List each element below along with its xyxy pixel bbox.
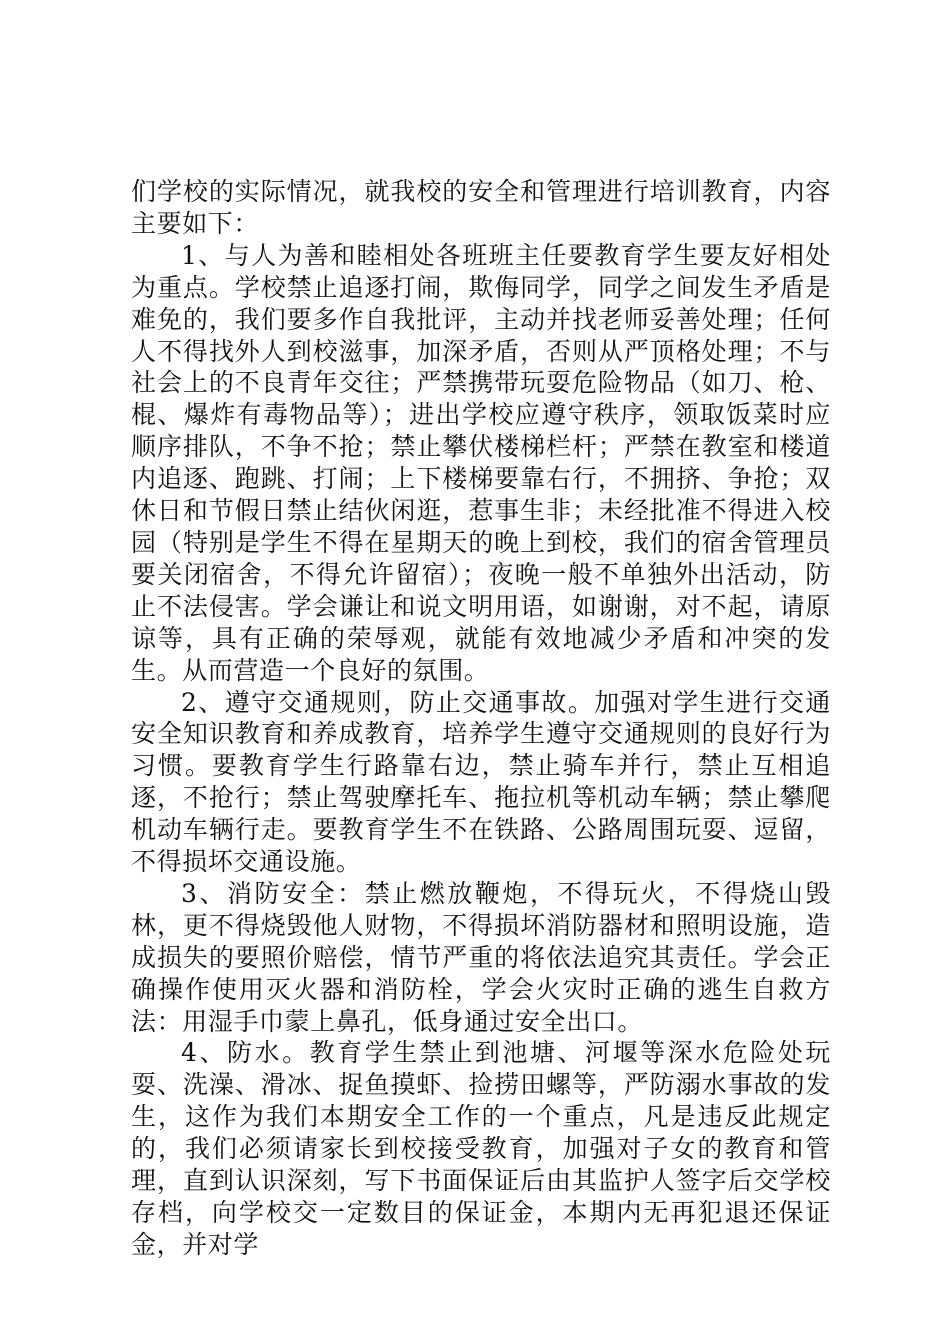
document-body [131, 176, 831, 1261]
paragraph-item-4: 4、防水。教育学生禁止到池塘、河堰等深水危险处玩耍、洗澡、滑冰、捉鱼摸虾、捡捞田螺等，严防溺水事故的发生，这作为我们本期安全工作的一个重点，凡是违反此规定的，我们必须请家长到校接受教育，加强对子女的教育和管理，直到认识深刻，写下书面保证后由其监护人签字后交学校存档，向学校交一定数目的保证金，本期内无再犯退还保证金，并对学 [131, 1038, 831, 1259]
paragraph-item-2: 2、遵守交通规则，防止交通事故。加强对学生进行交通安全知识教育和养成教育，培养学生遵守交通规则的良好行为习惯。要教育学生行路靠右边，禁止骑车并行，禁止互相追逐，不抢行；禁止驾驶摩托车、拖拉机等机动车辆；禁止攀爬机动车辆行走。要教育学生不在铁路、公路周围玩耍、逗留，不得损坏交通设施。 [131, 687, 831, 877]
paragraph-intro: 们学校的实际情况，就我校的安全和管理进行培训教育，内容主要如下： [131, 177, 831, 238]
paragraph-item-1: 1、与人为善和睦相处各班班主任要教育学生要友好相处为重点。学校禁止追逐打闹，欺侮同学，同学之间发生矛盾是难免的，我们要多作自我批评，主动并找老师妥善处理；任何人不得找外人到校滋事，加深矛盾，否则从严顶格处理；不与社会上的不良青年交往；严禁携带玩耍危险物品（如刀、枪、棍、爆炸有毒物品等）；进出学校应遵守秩序，领取饭菜时应顺序排队，不争不抢；禁止攀伏楼梯栏杆；严禁在教室和楼道内追逐、跑跳、打闹；上下楼梯要靠右行，不拥挤、争抢；双休日和节假日禁止结伙闲逛，惹事生非；未经批准不得进入校园（特别是学生不得在星期天的晚上到校，我们的宿舍管理员要关闭宿舍，不得允许留宿）；夜晚一般不单独外出活动，防止不法侵害。学会谦让和说文明用语，如谢谢，对不起，请原谅等，具有正确的荣辱观，就能有效地减少矛盾和冲突的发生。从而营造一个良好的氛围。 [131, 240, 831, 685]
paragraph-item-3: 3、消防安全：禁止燃放鞭炮，不得玩火，不得烧山毁林，更不得烧毁他人财物，不得损坏消防器材和照明设施，造成损失的要照价赔偿，情节严重的将依法追究其责任。学会正确操作使用灭火器和消防栓，学会火灾时正确的逃生自救方法：用湿手巾蒙上鼻孔，低身通过安全出口。 [131, 878, 831, 1036]
